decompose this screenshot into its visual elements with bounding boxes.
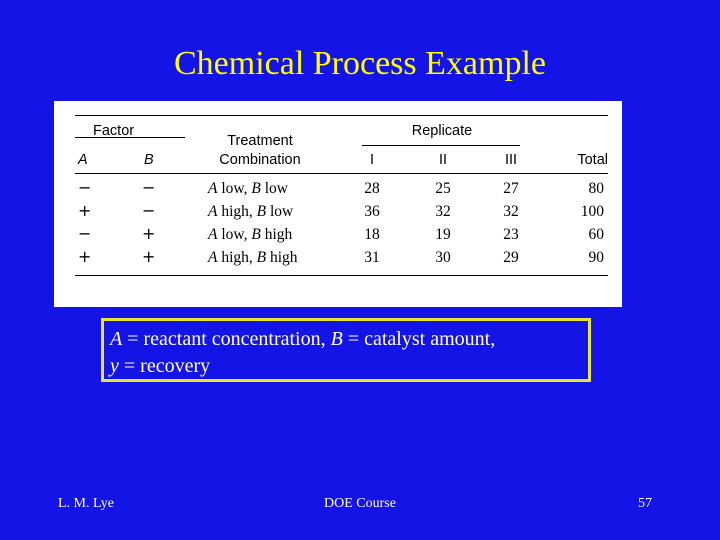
- cell-combination: A low, B low: [208, 180, 288, 197]
- cell-rep2: 19: [435, 226, 451, 243]
- cell-rep3: 32: [503, 203, 519, 220]
- var-a: A: [110, 328, 123, 350]
- def-b-text: = catalyst amount,: [342, 328, 496, 350]
- header-a: A: [78, 152, 88, 168]
- header-factor: Factor: [93, 123, 135, 139]
- cell-rep1: 36: [364, 203, 380, 220]
- header-bottom-rule: [75, 173, 608, 174]
- cell-b: +: [142, 224, 156, 243]
- replicate-underline: [362, 145, 520, 146]
- definition-box: [101, 318, 591, 382]
- cell-a: −: [78, 178, 92, 197]
- cell-b: −: [142, 178, 156, 197]
- cell-rep2: 25: [435, 180, 451, 197]
- header-total: Total: [577, 152, 608, 168]
- footer-page-number: 57: [638, 496, 652, 511]
- cell-a: +: [78, 247, 92, 266]
- header-replicate: Replicate: [411, 123, 473, 139]
- cell-b: +: [142, 247, 156, 266]
- cell-b: −: [142, 201, 156, 220]
- footer-course: DOE Course: [324, 496, 396, 511]
- header-b: B: [144, 152, 154, 168]
- table-top-rule: [75, 115, 608, 116]
- header-treatment: Treatment: [227, 133, 293, 149]
- footer-author: L. M. Lye: [58, 496, 114, 511]
- var-y: y: [110, 355, 119, 377]
- cell-rep1: 31: [364, 249, 380, 266]
- cell-rep1: 28: [364, 180, 380, 197]
- cell-rep3: 27: [503, 180, 519, 197]
- header-rep3: III: [504, 152, 518, 168]
- cell-rep3: 23: [503, 226, 519, 243]
- cell-combination: A low, B high: [208, 226, 293, 243]
- cell-rep1: 18: [364, 226, 380, 243]
- cell-a: −: [78, 224, 92, 243]
- cell-rep2: 32: [435, 203, 451, 220]
- cell-combination: A high, B low: [208, 203, 294, 220]
- header-rep2: II: [438, 152, 448, 168]
- data-table: [54, 101, 622, 307]
- def-y-text: = recovery: [118, 355, 211, 377]
- cell-total: 60: [588, 226, 604, 243]
- def-a-text: = reactant concentration,: [122, 328, 331, 350]
- cell-rep2: 30: [435, 249, 451, 266]
- var-b: B: [330, 328, 343, 350]
- slide-title: Chemical Process Example: [173, 45, 546, 82]
- table-bottom-rule: [75, 275, 608, 276]
- header-rep1: I: [369, 152, 375, 168]
- cell-a: +: [78, 201, 92, 220]
- cell-total: 100: [580, 203, 604, 220]
- header-combination: Combination: [219, 152, 301, 168]
- cell-total: 90: [588, 249, 604, 266]
- cell-combination: A high, B high: [208, 249, 298, 266]
- cell-rep3: 29: [503, 249, 519, 266]
- cell-total: 80: [588, 180, 604, 197]
